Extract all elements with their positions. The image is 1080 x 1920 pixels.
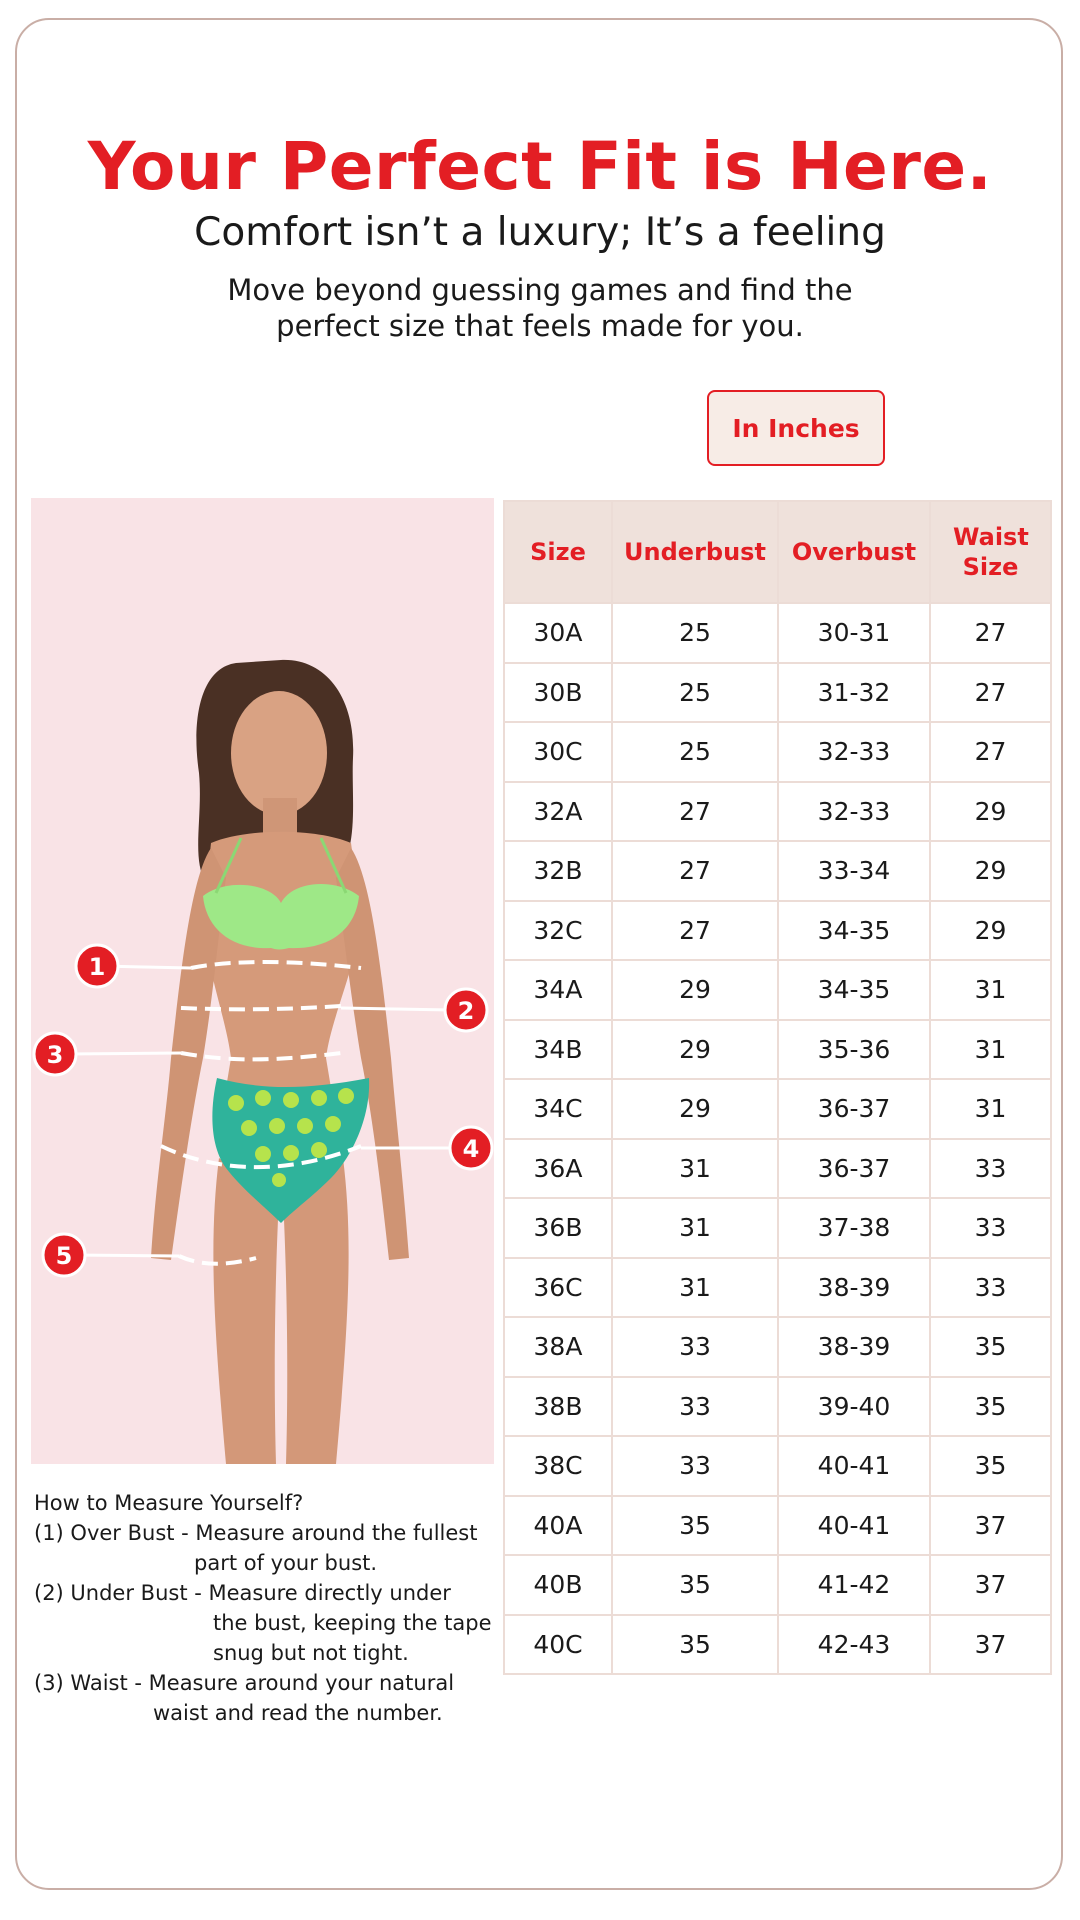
table-row [504,901,1051,961]
table-cell: 29 [930,782,1051,842]
table-row [504,1258,1051,1318]
page-description [190,272,890,344]
table-row [504,603,1051,663]
table-row [504,722,1051,782]
table-row [504,1317,1051,1377]
table-row [504,1079,1051,1139]
column-header-waist-size: Waist Size [930,501,1051,603]
table-cell: 36-37 [778,1079,930,1139]
table-cell: 37 [930,1555,1051,1615]
table-cell: 33 [612,1377,778,1437]
table-row [504,1615,1051,1675]
table-row [504,1496,1051,1556]
marker-1-label: 1 [88,953,106,981]
table-cell: 34-35 [778,960,930,1020]
marker-4-label: 4 [462,1135,480,1163]
table-cell: 27 [930,663,1051,723]
table-cell: 27 [612,782,778,842]
table-cell: 33 [612,1436,778,1496]
table-cell: 29 [930,901,1051,961]
table-cell: 38A [504,1317,612,1377]
model-face [231,691,327,815]
table-row [504,1377,1051,1437]
table-cell: 42-43 [778,1615,930,1675]
table-row [504,1020,1051,1080]
table-cell: 36-37 [778,1139,930,1199]
table-cell: 30C [504,722,612,782]
table-cell: 31 [930,960,1051,1020]
table-cell: 31 [612,1139,778,1199]
howto-line: part of your bust. [194,1551,378,1575]
table-cell: 37 [930,1496,1051,1556]
table-cell: 27 [930,722,1051,782]
table-cell: 34C [504,1079,612,1139]
howto-line: the bust, keeping the tape [213,1611,492,1635]
how-to-measure [34,1488,504,1728]
table-cell: 40-41 [778,1436,930,1496]
table-cell: 35 [612,1555,778,1615]
table-cell: 40B [504,1555,612,1615]
description-line: Move beyond guessing games and find the [227,273,853,307]
table-cell: 37 [930,1615,1051,1675]
table-cell: 32A [504,782,612,842]
table-row [504,960,1051,1020]
table-body [504,603,1051,1674]
table-cell: 40A [504,1496,612,1556]
howto-line: (1) Over Bust - Measure around the fullest [34,1521,478,1545]
table-cell: 34-35 [778,901,930,961]
column-header-underbust: Underbust [612,501,778,603]
marker-2-label: 2 [457,997,475,1025]
table-cell: 27 [930,603,1051,663]
model-illustration [31,498,494,1464]
table-cell: 33-34 [778,841,930,901]
table-cell: 38-39 [778,1317,930,1377]
howto-line: snug but not tight. [213,1641,409,1665]
model-measurement-image [31,498,494,1464]
table-cell: 38-39 [778,1258,930,1318]
table-cell: 31-32 [778,663,930,723]
table-row [504,1436,1051,1496]
unit-inches-button[interactable]: In Inches [707,390,885,466]
table-cell: 25 [612,663,778,723]
table-cell: 35 [612,1615,778,1675]
table-cell: 31 [930,1020,1051,1080]
table-cell: 27 [612,901,778,961]
table-cell: 30B [504,663,612,723]
table-cell: 38C [504,1436,612,1496]
table-cell: 33 [930,1198,1051,1258]
table-cell: 32-33 [778,722,930,782]
table-cell: 31 [930,1079,1051,1139]
table-row [504,1198,1051,1258]
table-cell: 30A [504,603,612,663]
table-cell: 25 [612,603,778,663]
table-cell: 33 [930,1258,1051,1318]
page-subtitle: Comfort isn’t a luxury; It’s a feeling [194,210,886,255]
howto-line: waist and read the number. [153,1701,443,1725]
howto-heading: How to Measure Yourself? [34,1491,304,1515]
table-cell: 27 [612,841,778,901]
table-row [504,1555,1051,1615]
size-chart-table [503,500,1052,1675]
table-cell: 34B [504,1020,612,1080]
table-cell: 31 [612,1198,778,1258]
table-cell: 35 [930,1377,1051,1437]
table-cell: 37-38 [778,1198,930,1258]
table-cell: 34A [504,960,612,1020]
table-cell: 29 [930,841,1051,901]
table-cell: 35-36 [778,1020,930,1080]
table-cell: 35 [930,1436,1051,1496]
column-header-overbust: Overbust [778,501,930,603]
table-cell: 29 [612,1079,778,1139]
table-cell: 32B [504,841,612,901]
table-cell: 33 [930,1139,1051,1199]
howto-line: (2) Under Bust - Measure directly under [34,1581,451,1605]
marker-5-label: 5 [55,1242,73,1270]
table-cell: 25 [612,722,778,782]
table-cell: 36C [504,1258,612,1318]
table-row [504,841,1051,901]
table-cell: 35 [930,1317,1051,1377]
column-header-size: Size [504,501,612,603]
table-row [504,663,1051,723]
table-cell: 32-33 [778,782,930,842]
table-cell: 38B [504,1377,612,1437]
table-cell: 31 [612,1258,778,1318]
table-cell: 39-40 [778,1377,930,1437]
marker-3-label: 3 [46,1041,64,1069]
table-row [504,1139,1051,1199]
table-cell: 33 [612,1317,778,1377]
table-cell: 29 [612,1020,778,1080]
table-cell: 36B [504,1198,612,1258]
table-cell: 32C [504,901,612,961]
howto-line: (3) Waist - Measure around your natural [34,1671,455,1695]
table-row [504,782,1051,842]
description-line: perfect size that feels made for you. [276,309,804,343]
table-header-row [504,501,1051,603]
table-cell: 30-31 [778,603,930,663]
page-title: Your Perfect Fit is Here. [87,128,993,205]
table-cell: 29 [612,960,778,1020]
table-cell: 41-42 [778,1555,930,1615]
table-cell: 36A [504,1139,612,1199]
table-cell: 40-41 [778,1496,930,1556]
table-cell: 40C [504,1615,612,1675]
table-cell: 35 [612,1496,778,1556]
